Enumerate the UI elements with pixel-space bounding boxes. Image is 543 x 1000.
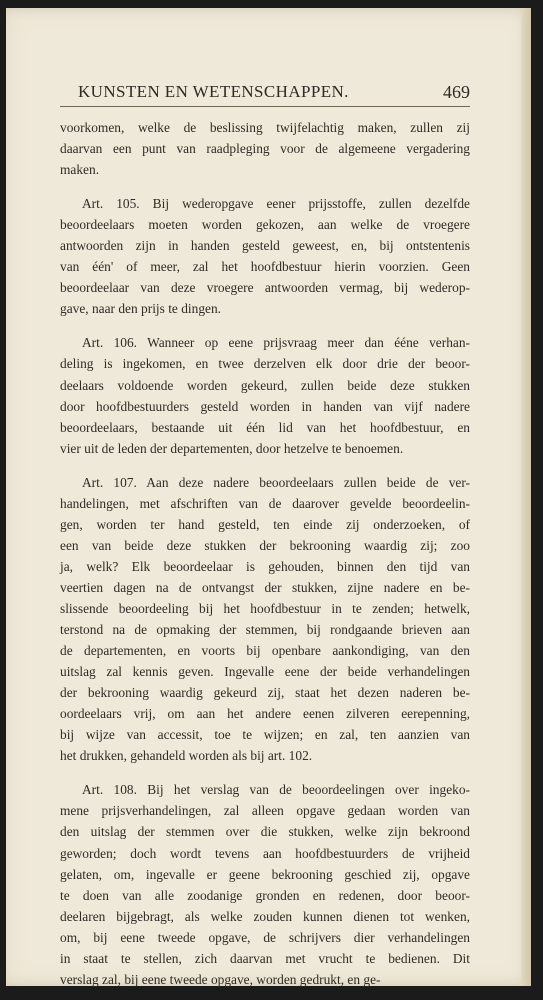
page-header [60, 82, 470, 108]
text-line: Art. 106. Wanneer op eene prijsvraag meer dan ééne verhan- [82, 335, 470, 351]
paragraph-gap [60, 766, 470, 779]
page-number: 469 [443, 82, 470, 102]
text-line: daarvan een punt van raadpleging voor de algemeene vergadering [60, 141, 470, 157]
text-line: beoordeelaars moeten worden gekozen, aan welke de vroegere [60, 217, 470, 233]
page-edge [521, 8, 531, 986]
paragraph-gap [60, 319, 470, 332]
text-line: beoordeelaar van deze vroegere antwoorden vermag, bij wederop- [60, 280, 470, 296]
paragraph [60, 332, 470, 458]
text-line: Art. 107. Aan deze nadere beoordeelaars zullen beide de ver- [82, 474, 470, 490]
text-line: de departementen, en voorts bij openbare aankondiging, van den [60, 643, 470, 659]
paragraph [60, 117, 470, 180]
text-line: van één' of meer, zal het hoofdbestuur hierin voorzien. Geen [60, 259, 470, 275]
text-line: oordeelaars vrij, om aan het andere eenen zilveren eerepenning, [60, 706, 470, 722]
text-line: beoordeelaars, bestaande uit één lid van het hoofdbestuur, en [60, 419, 470, 435]
text-line: antwoorden zijn in handen gesteld geweest, en, bij ontstentenis [60, 238, 470, 254]
text-line: vier uit de leden der departementen, door hetzelve te benoemen. [60, 440, 404, 456]
text-line: een van beide deze stukken der bekrooning waardig zij; zoo [60, 537, 470, 553]
text-line: der bekrooning waardig gekeurd zij, staat het dezen naderen be- [60, 685, 470, 701]
paragraph [60, 472, 470, 767]
running-title: KUNSTEN EN WETENSCHAPPEN. [78, 82, 349, 101]
text-line: terstond na de opmaking der stemmen, bij rondgaande brieven aan [60, 622, 470, 638]
text-line: deelaars voldoende worden gekeurd, zullen beide deze stukken [60, 377, 470, 393]
text-line: door hoofdbestuurders gesteld worden in handen van vijf nadere [60, 398, 470, 414]
text-line: deling is ingekomen, en twee derzelven elk door drie der beoor- [60, 356, 470, 372]
text-line: ja, welk? Elk beoordeelaar is gehouden, binnen den tijd van [60, 558, 470, 574]
text-line: mene prijsverhandelingen, zal alleen opgave gedaan worden van [60, 803, 470, 819]
text-line: te doen van alle zoodanige gronden en redenen, door beoor- [60, 887, 470, 903]
text-line: den uitslag der stemmen over die stukken, welke zijn bekroond [60, 824, 470, 840]
body-text [60, 117, 470, 990]
text-line: gave, naar den prijs te dingen. [60, 301, 222, 317]
text-line: om, bij eene tweede opgave, de schrijvers dier verhandelingen [60, 929, 470, 945]
text-line: het drukken, gehandeld worden als bij art. 102. [60, 748, 313, 764]
text-line: gelaten, om, ingevalle er geene bekrooning geschied zij, opgave [60, 866, 470, 882]
text-line: gen, worden ter hand gesteld, ten einde zij onderzoeken, of [60, 516, 470, 532]
text-line: handelingen, met afschriften van de daarover gevelde beoordeelin- [60, 495, 470, 511]
paragraph [60, 779, 470, 989]
text-line: geworden; doch wordt tevens aan hoofdbestuurders de vrijheid [60, 845, 470, 861]
text-line: in staat te stellen, zich daarvan met vrucht te bedienen. Dit [60, 950, 470, 966]
text-line: veertien dagen na de ontvangst der stukken, zijne nadere en be- [60, 579, 470, 595]
text-line: verslag zal, bij eene tweede opgave, worden gedrukt, en ge- [60, 971, 381, 987]
paragraph [60, 193, 470, 319]
paragraph-gap [60, 459, 470, 472]
text-line: Art. 108. Bij het verslag van de beoordeelingen over ingeko- [82, 782, 470, 798]
text-line: maken. [60, 162, 100, 178]
text-line: Art. 105. Bij wederopgave eener prijsstoffe, zullen dezelfde [82, 196, 470, 212]
header-rule [60, 106, 470, 107]
text-line: voorkomen, welke de beslissing twijfelachtig maken, zullen zij [60, 120, 470, 135]
text-line: uitslag zal kennis geven. Ingevalle eene der beide verhandelingen [60, 664, 470, 680]
text-line: slissende beoordeeling bij het hoofdbestuur in te zenden; hetwelk, [60, 600, 470, 616]
text-line: bij wijze van accessit, toe te wijzen; en zal, ten aanzien van [60, 727, 470, 743]
text-line: deelaren bijgebragt, als welke zouden kunnen dienen tot wenken, [60, 908, 470, 924]
paragraph-gap [60, 180, 470, 193]
